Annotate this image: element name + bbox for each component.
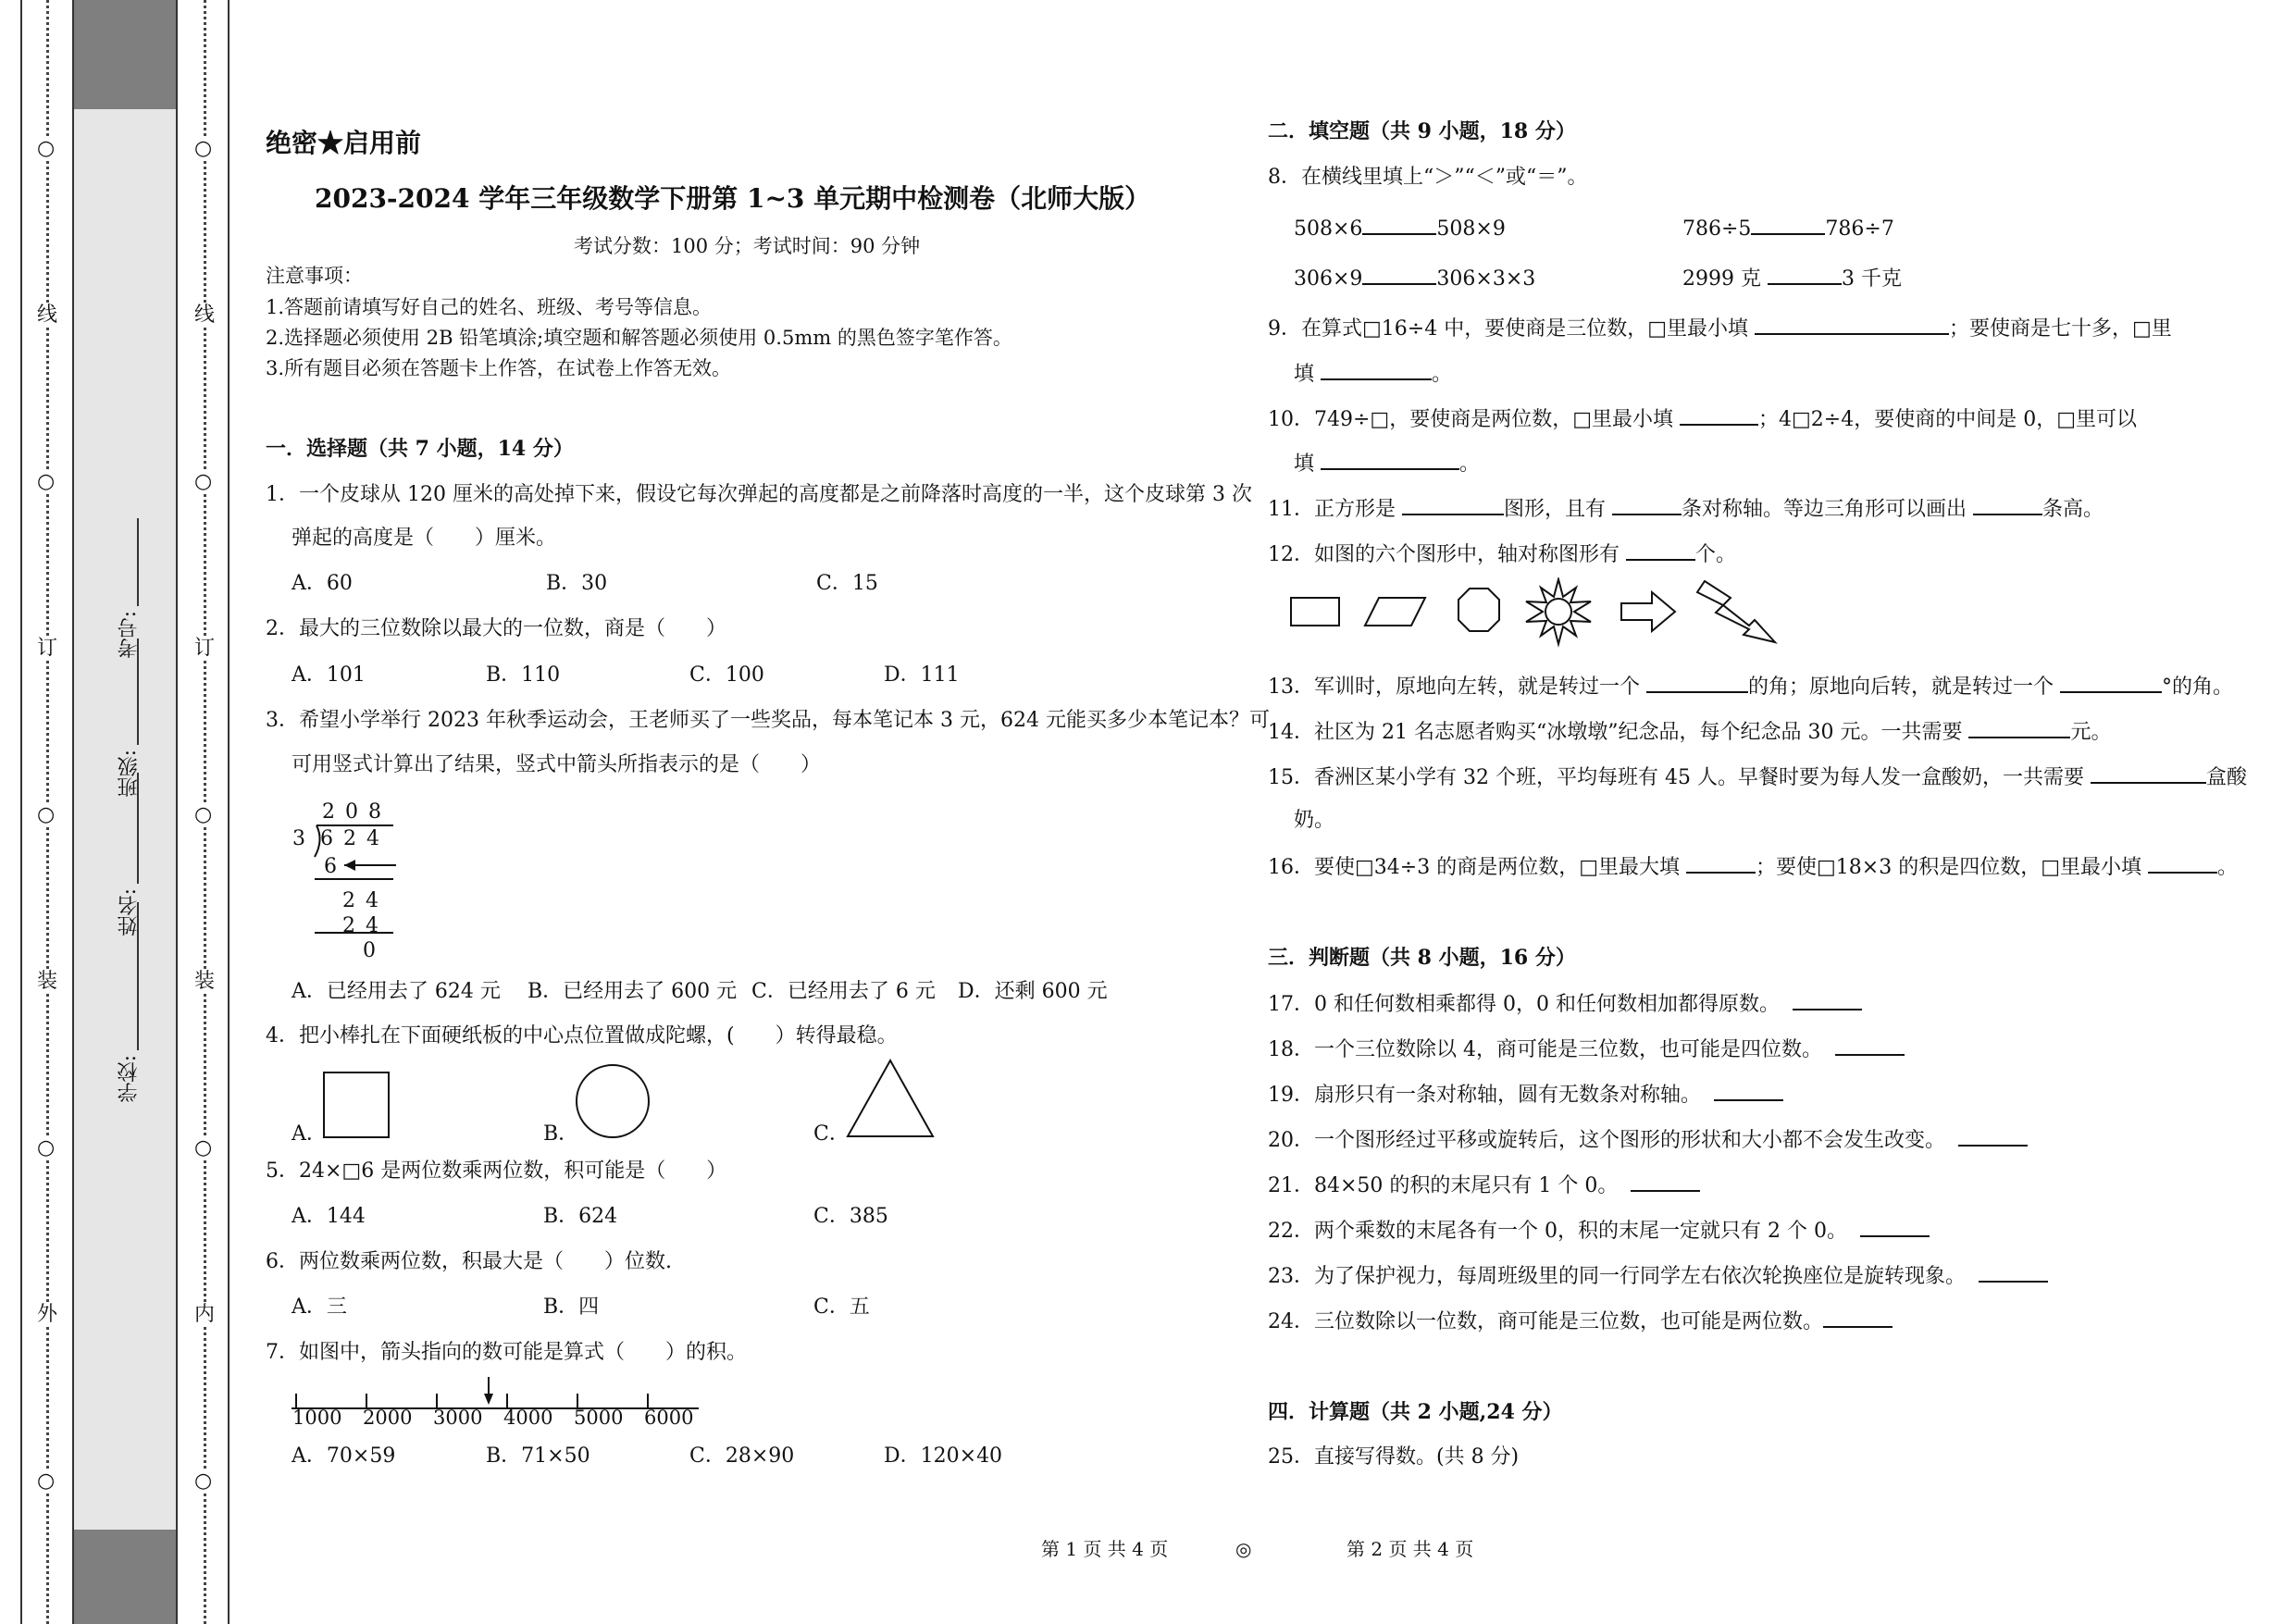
judgement-item: 19．扇形只有一条对称轴，圆有无数条对称轴。 [1268,1081,1783,1109]
secret-label: 绝密★启用前 [266,128,422,158]
judgement-item: 22．两个乘数的末尾各有一个 0，积的末尾一定就只有 2 个 0。 [1268,1217,1930,1245]
option-c[interactable]: C．100 [689,663,764,687]
margin-gray-top [72,0,176,109]
margin-line [228,0,230,1624]
outer-mark: ○ [37,137,56,160]
compare-item: 508×6 508×9 [1294,215,1506,242]
option-b[interactable]: B．110 [486,663,561,687]
option-b[interactable]: B．已经用去了 600 元 [527,980,738,1003]
question-15-text: 奶。 [1294,809,1335,832]
section-title: 三．判断题（共 8 小题，16 分） [1268,946,1576,970]
margin-line [176,0,178,1624]
answer-blank[interactable] [1768,265,1842,285]
judgement-item: 23．为了保护视力，每周班级里的同一行同学左右依次轮换座位是旋转现象。 [1268,1262,2048,1290]
exam-number-field-line[interactable] [137,518,139,606]
outer-mark: 线 [37,304,58,327]
question-25-text: 25．直接写得数。(共 8 分) [1268,1445,1520,1469]
answer-blank[interactable] [1714,1081,1783,1101]
answer-blank[interactable] [1362,265,1436,285]
option-a[interactable]: A． [292,1122,327,1146]
judgement-item: 18．一个三位数除以 4，商可能是三位数，也可能是四位数。 [1268,1035,1905,1063]
outer-mark: 装 [37,970,58,993]
outer-mark: 外 [37,1303,58,1326]
option-a[interactable]: A．70×59 [292,1444,396,1468]
question-16-text: 16．要使□34÷3 的商是两位数，□里最大填 ；要使□18×3 的积是四位数，□里最小填 。 [1268,853,2238,881]
option-c[interactable]: C． [813,1122,850,1146]
option-b[interactable]: B．四 [543,1295,600,1319]
question-9-text: 9．在算式□16÷4 中，要使商是三位数，□里最小填 ；要使商是七十多，□里 [1268,315,2172,342]
section-title: 一．选择题（共 7 小题，14 分） [266,437,574,461]
option-c[interactable]: C．已经用去了 6 元 [751,980,936,1003]
notes-title: 注意事项： [266,265,363,287]
exam-meta: 考试分数：100 分；考试时间：90 分钟 [574,235,921,257]
section-title: 四．计算题（共 2 小题,24 分） [1268,1400,1563,1424]
question-3-text: 可用竖式计算出了结果，竖式中箭头所指表示的是（ ） [292,753,822,776]
class-field-label: 班级: [118,750,141,798]
inner-mark: ○ [194,803,213,826]
outer-mark: ○ [37,1136,56,1159]
tick-label: 6000 [644,1407,694,1429]
question-13-text: 13．军训时，原地向左转，就是转过一个 的角；原地向后转，就是转过一个 °的角。 [1268,673,2233,700]
question-10-text: 填 。 [1294,450,1480,477]
question-10-text: 10．749÷□，要使商是两位数，□里最小填 ；4□2÷4，要使商的中间是 0，□里可以 [1268,405,2137,433]
answer-blank[interactable] [1680,405,1758,426]
judgement-item: 17．0 和任何数相乘都得 0，0 和任何数相加都得原数。 [1268,990,1862,1018]
inner-mark: ○ [194,1136,213,1159]
question-14-text: 14．社区为 21 名志愿者购买“冰墩墩”纪念品，每个纪念品 30 元。一共需要 元。 [1268,718,2111,746]
answer-blank[interactable] [2091,763,2206,784]
division-dividend: 6 2 4 [320,827,381,850]
tick-label: 4000 [503,1407,553,1429]
inner-mark: 线 [194,304,216,327]
tick-label: 3000 [433,1407,483,1429]
answer-blank[interactable] [1823,1308,1893,1328]
answer-blank[interactable] [1968,718,2070,738]
answer-blank[interactable] [1755,315,1949,335]
division-step: 0 [363,939,376,962]
option-b[interactable]: B．71×50 [486,1444,590,1468]
question-9-text: 填 。 [1294,360,1452,388]
page-title: 2023-2024 学年三年级数学下册第 1~3 单元期中检测卷（北师大版） [315,183,1151,214]
question-1-text: 1．一个皮球从 120 厘米的高处掉下来，假设它每次弹起的高度都是之前降落时高度的一半，这个皮球第 3 次 [266,483,1252,506]
answer-blank[interactable] [2148,853,2217,874]
option-d[interactable]: D．120×40 [884,1444,1003,1468]
answer-blank[interactable] [1321,450,1459,470]
question-8-text: 8．在横线里填上“＞”“＜”或“＝”。 [1268,166,1588,189]
option-c[interactable]: C．385 [813,1205,888,1228]
tick-label: 5000 [574,1407,624,1429]
exam-number-field-label: 考号: [118,611,141,659]
note-item: 1.答题前请填写好自己的姓名、班级、考号等信息。 [266,296,713,318]
compare-item: 2999 克 3 千克 [1682,265,1902,292]
outer-mark: ○ [37,1469,56,1493]
option-a[interactable]: A．三 [292,1295,347,1319]
division-lines [278,814,407,962]
question-12-text: 12．如图的六个图形中，轴对称图形有 个。 [1268,540,1736,568]
option-c[interactable]: C．五 [813,1295,870,1319]
option-c[interactable]: C．28×90 [689,1444,795,1468]
division-step: 6 [324,855,337,878]
division-step: 2 4 [342,914,380,937]
option-d[interactable]: D．111 [884,663,960,687]
answer-blank[interactable] [1686,853,1756,874]
compare-item: 306×9 306×3×3 [1294,265,1535,292]
question-2-text: 2．最大的三位数除以最大的一位数，商是（ ） [266,617,726,640]
answer-blank[interactable] [1979,1262,2048,1283]
page-number-left: 第 1 页 共 4 页 [1041,1538,1169,1560]
option-a[interactable]: A．已经用去了 624 元 [292,980,501,1003]
inner-mark: ○ [194,1469,213,1493]
margin-gray-bottom [72,1530,176,1624]
tick-label: 2000 [363,1407,413,1429]
option-b[interactable]: B．30 [546,572,608,595]
outer-mark: ○ [37,470,56,493]
center-mark: ◎ [1235,1538,1252,1560]
division-quotient: 2 0 8 [322,800,383,824]
question-4-text: 4．把小棒扎在下面硬纸板的中心点位置做成陀螺，( ）转得最稳。 [266,1024,898,1048]
margin-line [20,0,22,1624]
question-11-text: 11．正方形是 图形，且有 条对称轴。等边三角形可以画出 条高。 [1268,495,2104,523]
answer-blank[interactable] [1860,1217,1930,1237]
answer-blank[interactable] [1646,673,1748,693]
answer-blank[interactable] [1362,215,1436,235]
question-6-text: 6．两位数乘两位数，积最大是（ ）位数. [266,1250,672,1273]
circle-shape [574,1062,653,1142]
option-a[interactable]: A．144 [292,1205,366,1228]
division-step: 2 4 [342,889,380,912]
answer-blank[interactable] [1631,1172,1700,1192]
six-shapes-figure [1286,577,1786,651]
answer-blank[interactable] [1751,215,1825,235]
inner-mark: 内 [194,1303,216,1326]
answer-blank[interactable] [1402,495,1504,515]
answer-blank[interactable] [1612,495,1682,515]
compare-item: 786÷5 786÷7 [1682,215,1894,242]
inner-mark: 装 [194,970,216,993]
judgement-item: 20．一个图形经过平移或旋转后，这个图形的形状和大小都不会发生改变。 [1268,1126,2028,1154]
name-field-label: 姓名: [118,888,141,936]
school-field-label: 学校: [118,1055,141,1103]
option-c[interactable]: C．15 [816,572,878,595]
judgement-item: 24．三位数除以一位数，商可能是三位数，也可能是两位数。 [1268,1308,1893,1335]
square-shape [322,1071,392,1141]
question-1-text: 弹起的高度是（ ）厘米。 [292,527,557,550]
question-3-text: 3．希望小学举行 2023 年秋季运动会，王老师买了一些奖品，每本笔记本 3 元，624 元能买多少本笔记本？可 [266,709,1270,732]
answer-blank[interactable] [1973,495,2042,515]
answer-blank[interactable] [1321,360,1432,380]
option-a[interactable]: A．101 [292,663,366,687]
outer-mark: 订 [37,637,58,660]
note-item: 2.选择题必须使用 2B 铅笔填涂;填空题和解答题必须使用 0.5mm 的黑色签字笔作答。 [266,327,1012,349]
division-divisor: 3 [292,827,305,850]
margin-info-strip [72,109,176,1530]
tick-label: 1000 [292,1407,342,1429]
question-5-text: 5．24×□6 是两位数乘两位数，积可能是（ ） [266,1159,727,1183]
outer-mark: ○ [37,803,56,826]
number-line [287,1377,703,1414]
inner-mark: ○ [194,470,213,493]
section-title: 二．填空题（共 9 小题，18 分） [1268,119,1576,143]
option-a[interactable]: A．60 [292,572,353,595]
page-number-right: 第 2 页 共 4 页 [1347,1538,1474,1560]
answer-blank[interactable] [1958,1126,2028,1147]
option-b[interactable]: B． [543,1122,579,1146]
inner-mark: ○ [194,137,213,160]
triangle-shape [844,1058,937,1141]
margin-line [72,0,74,1624]
note-item: 3.所有题目必须在答题卡上作答，在试卷上作答无效。 [266,357,732,379]
answer-blank[interactable] [1626,540,1695,561]
question-7-text: 7．如图中，箭头指向的数可能是算式（ ）的积。 [266,1341,747,1364]
option-b[interactable]: B．624 [543,1205,618,1228]
answer-blank[interactable] [1835,1035,1905,1056]
inner-mark: 订 [194,637,216,660]
answer-blank[interactable] [1793,990,1862,1010]
question-15-text: 15．香洲区某小学有 32 个班，平均每班有 45 人。早餐时要为每人发一盒酸奶，一共需要 盒酸 [1268,763,2247,791]
option-d[interactable]: D．还剩 600 元 [958,980,1108,1003]
judgement-item: 21．84×50 的积的末尾只有 1 个 0。 [1268,1172,1700,1199]
answer-blank[interactable] [2060,673,2162,693]
